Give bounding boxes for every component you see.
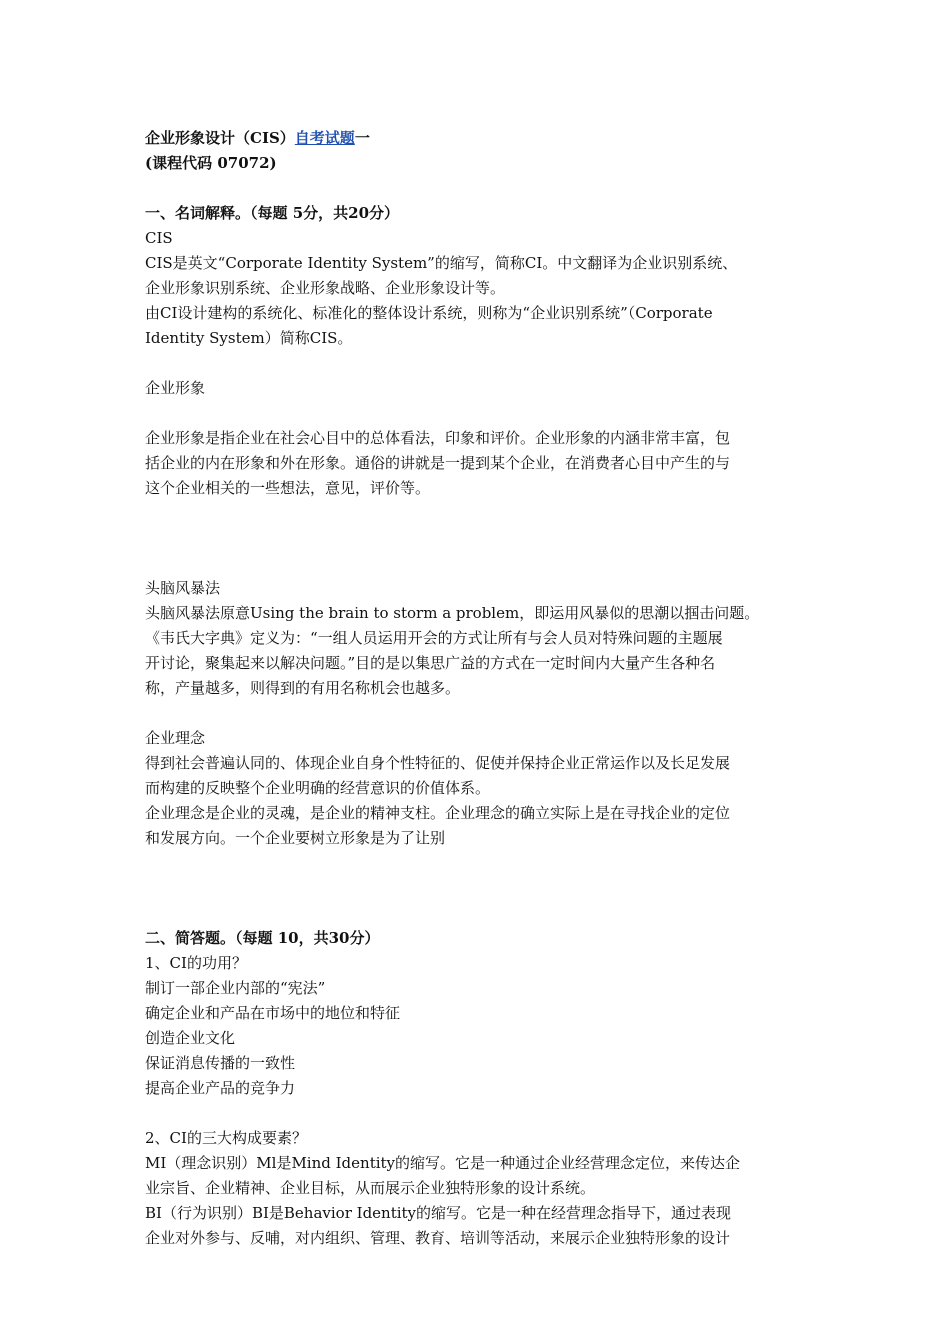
question-1-answer: 提高企业产品的竞争力 — [145, 1079, 296, 1097]
question-2: 2、CI的三大构成要素？ — [145, 1129, 307, 1147]
term-cis: CIS — [145, 229, 173, 247]
document-title — [145, 126, 815, 151]
spacer — [145, 851, 815, 901]
term-corporate-philosophy-line: 得到社会普遍认同的、体现企业自身个性特征的、促使并保持企业正常运作以及长足发展 — [145, 754, 731, 772]
term-corporate-philosophy-line: 和发展方向。一个企业要树立形象是为了让别 — [145, 829, 446, 847]
spacer — [145, 701, 815, 726]
question-1-answer: 创造企业文化 — [145, 1029, 236, 1047]
question-2-line: 企业对外参与、反哺，对内组织、管理、教育、培训等活动，来展示企业独特形象的设计 — [145, 1229, 731, 1247]
question-2-line: BI（行为识别）BI是Behavior Identity的缩写。它是一种在经营理念指导下，通过表现 — [145, 1204, 732, 1222]
document-body — [145, 126, 815, 1251]
question-1-answer: 确定企业和产品在市场中的地位和特征 — [145, 1004, 401, 1022]
title-suffix: 一 — [354, 129, 370, 147]
spacer — [145, 351, 815, 376]
spacer — [145, 1101, 815, 1126]
term-brainstorming: 头脑风暴法 — [145, 579, 221, 597]
term-corporate-image-line: 括企业的内在形象和外在形象。通俗的讲就是一提到某个企业，在消费者心目中产生的与 — [145, 454, 731, 472]
term-corporate-philosophy-line: 企业理念是企业的灵魂，是企业的精神支柱。企业理念的确立实际上是在寻找企业的定位 — [145, 804, 731, 822]
term-brainstorming-line: 开讨论，聚集起来以解决问题。”目的是以集思广益的方式在一定时间内大量产生各种名 — [145, 654, 716, 672]
title-text: 企业形象设计（CIS） — [145, 129, 295, 147]
spacer — [145, 901, 815, 926]
term-cis-line: 企业形象识别系统、企业形象战略、企业形象设计等。 — [145, 279, 506, 297]
question-1: 1、CI的功用？ — [145, 954, 247, 972]
term-cis-line: 由CI设计建构的系统化、标准化的整体设计系统，则称为“企业识别系统”（Corporate — [145, 304, 713, 322]
term-brainstorming-line: 头脑风暴法原意Using the brain to storm a problem，即运用风暴似的思潮以掴击问题。 — [145, 604, 760, 622]
term-cis-line: Identity System）简称CIS。 — [145, 329, 353, 347]
term-corporate-image: 企业形象 — [145, 379, 206, 397]
question-1-answer: 保证消息传播的一致性 — [145, 1054, 296, 1072]
term-brainstorming-line: 称，产量越多，则得到的有用名称机会也越多。 — [145, 679, 461, 697]
spacer — [145, 401, 815, 426]
spacer — [145, 551, 815, 576]
section2-heading: 二、简答题。（每题 10，共30分） — [145, 929, 380, 947]
term-cis-line: CIS是英文“Corporate Identity System”的缩写，简称CI。中文翻译为企业识别系统、 — [145, 254, 738, 272]
title-link[interactable]: 自考试题 — [294, 129, 355, 147]
term-corporate-philosophy-line: 而构建的反映整个企业明确的经营意识的价值体系。 — [145, 779, 491, 797]
course-code: (课程代码 07072) — [145, 154, 277, 172]
term-corporate-image-line: 企业形象是指企业在社会心目中的总体看法，印象和评价。企业形象的内涵非常丰富，包 — [145, 429, 731, 447]
term-corporate-image-line: 这个企业相关的一些想法，意见，评价等。 — [145, 479, 431, 497]
term-corporate-philosophy: 企业理念 — [145, 729, 206, 747]
section1-heading: 一、名词解释。（每题 5分，共20分） — [145, 204, 400, 222]
question-2-line: MI（理念识别）Ml是Mind Identity的缩写。它是一种通过企业经营理念定位，来传达企 — [145, 1154, 741, 1172]
spacer — [145, 501, 815, 551]
question-1-answer: 制订一部企业内部的“宪法” — [145, 979, 326, 997]
spacer — [145, 176, 815, 201]
term-brainstorming-line: 《韦氏大字典》定义为：“一组人员运用开会的方式让所有与会人员对特殊问题的主题展 — [145, 629, 723, 647]
question-2-line: 业宗旨、企业精神、企业目标，从而展示企业独特形象的设计系统。 — [145, 1179, 596, 1197]
